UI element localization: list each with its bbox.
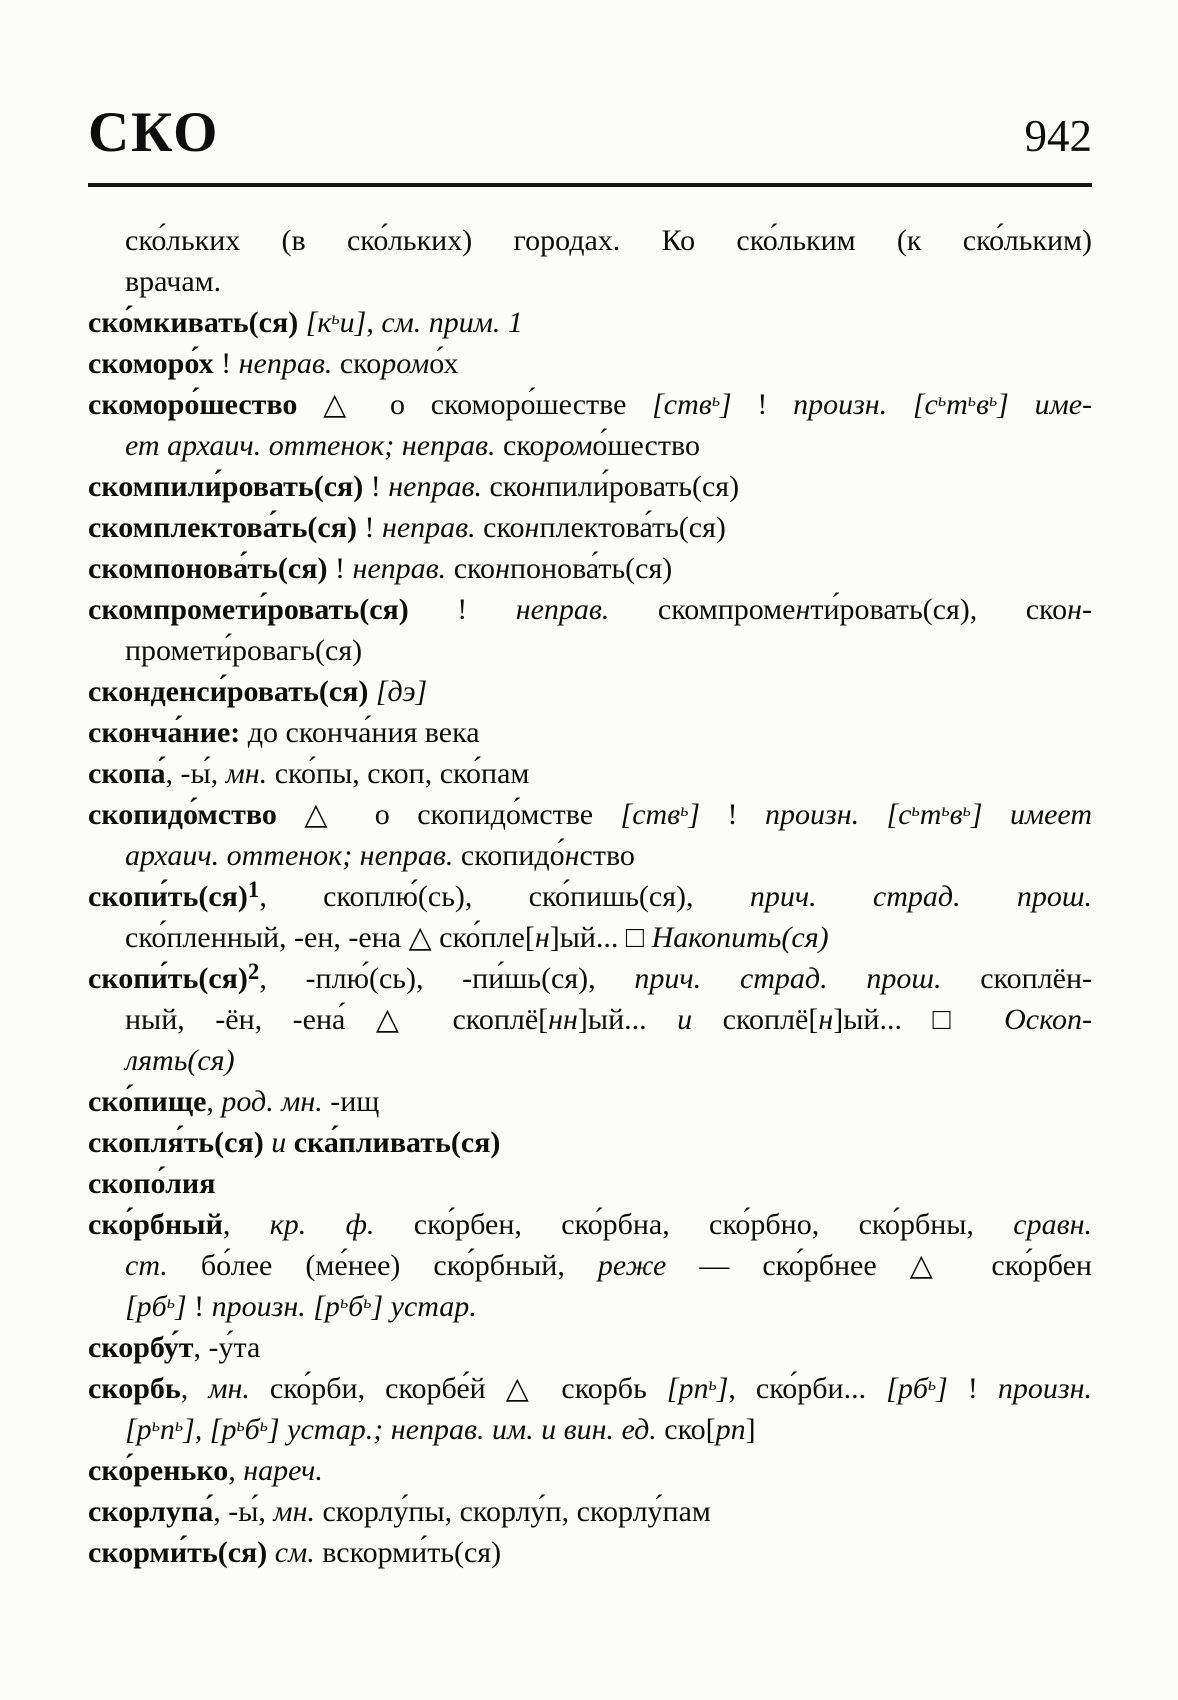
text-segment: [рп <box>666 1372 709 1405</box>
text-segment: ] <box>997 388 1009 421</box>
text-segment: ско́мкивать(ся) <box>88 306 306 339</box>
text-segment: ь <box>937 389 947 410</box>
dictionary-line <box>88 712 1092 753</box>
text-segment: скопля́ть(ся) <box>88 1126 272 1159</box>
text-segment: б <box>348 1290 364 1323</box>
text-segment: ! <box>947 1372 998 1405</box>
text-segment: ь <box>967 389 976 410</box>
dictionary-line <box>88 1286 1092 1327</box>
dictionary-line <box>88 425 1092 466</box>
text-segment: ь <box>911 799 920 820</box>
dictionary-line <box>88 753 1092 794</box>
text-segment: ско́рбный <box>88 1208 223 1241</box>
text-segment <box>383 1290 391 1323</box>
text-segment: нн <box>548 1003 578 1036</box>
text-segment: бо́лее (ме́нее) ско́рбный, <box>167 1249 598 1282</box>
text-segment: ь <box>988 389 998 410</box>
text-segment: сравн. <box>1013 1208 1092 1241</box>
text-segment: н <box>818 1003 834 1036</box>
text-segment: скорлу́пы, скорлу́п, скорлу́пам <box>314 1495 711 1528</box>
dictionary-line <box>88 507 1092 548</box>
text-segment: ско́льких (в ско́льких) городах. Ко ско́льким (к ско́льким) <box>125 224 1092 257</box>
text-segment: ско[ <box>664 1413 716 1446</box>
text-segment: устар. <box>390 1290 477 1323</box>
text-segment: скомпонова́ть(ся) <box>88 552 335 585</box>
text-segment: , -ы́, <box>165 757 226 790</box>
dictionary-text <box>88 220 1092 1573</box>
dictionary-line <box>88 835 1092 876</box>
text-segment: промети́ровагь(ся) <box>125 634 363 667</box>
dictionary-line <box>88 1122 1092 1163</box>
text-segment: ] устар.; неправ. им. и вин. ед. <box>267 1413 665 1446</box>
header-rule <box>88 183 1092 187</box>
text-segment: скоплё[ <box>692 1003 819 1036</box>
text-segment: име- <box>1034 388 1093 421</box>
text-segment: [с <box>886 798 912 831</box>
text-segment: лять(ся) <box>125 1044 235 1077</box>
text-segment: ти́ровать(ся), ско <box>810 593 1068 626</box>
text-segment: скопи́ть(ся) <box>88 962 248 995</box>
text-segment: ] <box>970 798 983 831</box>
text-segment: скорми́ть(ся) <box>88 1536 275 1569</box>
text-segment: н <box>1067 593 1082 626</box>
text-segment: Накопить(ся) <box>651 921 829 954</box>
text-segment: [рб <box>886 1372 928 1405</box>
text-segment: , -у́та <box>193 1331 261 1364</box>
text-segment: нареч. <box>243 1454 323 1487</box>
text-segment: п <box>159 1413 175 1446</box>
text-segment: [рб <box>125 1290 167 1323</box>
text-segment: неправ. <box>381 511 484 544</box>
text-segment: -ищ <box>322 1085 380 1118</box>
text-segment: ь <box>331 307 340 328</box>
dictionary-line <box>88 1081 1092 1122</box>
text-segment: ь <box>680 799 689 820</box>
text-segment: скомпромети́ровать(ся) <box>88 593 458 626</box>
text-segment: скоплён- <box>941 962 1092 995</box>
text-segment: неправ. <box>515 593 658 626</box>
text-segment: ь <box>941 799 950 820</box>
text-segment: ска́пливать(ся) <box>286 1126 501 1159</box>
text-segment: о́шество <box>592 429 700 462</box>
text-segment: сконча́ние: <box>88 716 241 749</box>
text-segment: скоморо́шество <box>88 388 324 421</box>
text-segment: ско́рбен, ско́рбна, ско́рбно, ско́рбны, <box>374 1208 1014 1241</box>
dictionary-line <box>88 1491 1092 1532</box>
text-segment: скорлупа́ <box>88 1495 214 1528</box>
text-segment: ]ый... □ <box>833 1003 1005 1036</box>
text-segment: неправ. <box>238 347 340 380</box>
section-label: СКО <box>88 101 220 164</box>
text-segment: ь <box>962 799 971 820</box>
text-segment: ] <box>720 388 732 421</box>
text-segment: [ств <box>652 388 712 421</box>
text-segment: , -плю́(сь), -пи́шь(ся), <box>259 962 635 995</box>
text-segment: [р <box>313 1290 340 1323</box>
text-segment: ско́пленный, -ен, -ена △ ско́пле[ <box>125 921 535 954</box>
text-segment: ] <box>716 1372 729 1405</box>
text-segment: н <box>524 511 540 544</box>
text-segment: рп <box>715 1413 746 1446</box>
text-segment: , <box>228 1454 244 1487</box>
text-segment: мн. <box>225 757 268 790</box>
text-segment: ско́ренько <box>88 1454 229 1487</box>
text-segment: ] <box>745 1413 756 1446</box>
text-segment: скорбу́т <box>88 1331 194 1364</box>
text-segment: ь <box>236 1414 245 1435</box>
text-segment: ! <box>370 470 389 503</box>
text-segment: и <box>677 1003 693 1036</box>
text-segment: скопи́ть(ся) <box>88 880 248 913</box>
dictionary-line <box>88 671 1092 712</box>
text-segment: ! <box>457 593 516 626</box>
text-segment: 1 <box>247 877 260 903</box>
text-segment: т <box>919 798 942 831</box>
text-segment: [к <box>305 306 332 339</box>
dictionary-line <box>88 261 1092 302</box>
text-segment: скопидо́мство <box>88 798 305 831</box>
text-segment: мн. <box>273 1495 315 1528</box>
text-segment: т <box>946 388 968 421</box>
text-segment: имеет <box>1009 798 1092 831</box>
text-segment: понова́ть(ся) <box>509 552 673 585</box>
text-segment: ь <box>711 389 721 410</box>
text-segment: , ско́рби... <box>728 1372 887 1405</box>
page-number: 942 <box>1024 111 1092 161</box>
text-segment: вскорми́ть(ся) <box>314 1536 502 1569</box>
text-segment: △ о скоморо́шестве <box>323 388 653 421</box>
text-segment: скопидо́ <box>460 839 565 872</box>
text-segment: неправ. <box>352 552 454 585</box>
text-segment: до сконча́ния века <box>240 716 480 749</box>
text-segment: б <box>244 1413 260 1446</box>
dictionary-line <box>88 794 1092 835</box>
text-segment: ско <box>503 429 545 462</box>
dictionary-line <box>88 384 1092 425</box>
text-segment: ь <box>363 1291 372 1312</box>
text-segment: плектова́ть(ся) <box>539 511 726 544</box>
text-segment: Оскоп- <box>1004 1003 1092 1036</box>
text-segment: прич. страд. прош. <box>749 880 1092 913</box>
dictionary-line <box>88 1409 1092 1450</box>
text-segment: ско́рби, скорбе́й △ скорбь <box>249 1372 667 1405</box>
text-segment: произн. <box>211 1290 314 1323</box>
dictionary-line <box>88 1245 1092 1286</box>
text-segment: неправ. <box>388 470 490 503</box>
dictionary-line <box>88 630 1092 671</box>
text-segment: о́х <box>429 347 459 380</box>
text-segment: ь <box>166 1291 175 1312</box>
text-segment: реже <box>597 1249 667 1282</box>
text-segment: ный, -ён, -ена́ △ скоплё[ <box>125 1003 549 1036</box>
text-segment: н <box>534 921 550 954</box>
text-segment: скопа́ <box>88 757 166 790</box>
text-segment: род. мн. <box>221 1085 323 1118</box>
text-segment: [ств <box>620 798 681 831</box>
text-segment: ь <box>259 1414 268 1435</box>
text-segment: ско́пище <box>88 1085 207 1118</box>
dictionary-line <box>88 1450 1092 1491</box>
text-segment: , -ы́, <box>213 1495 274 1528</box>
text-segment: ]ый... <box>577 1003 678 1036</box>
text-segment: ! <box>334 552 353 585</box>
dictionary-line <box>88 1532 1092 1573</box>
page-header <box>88 101 1092 164</box>
text-segment: скорбь <box>88 1372 181 1405</box>
text-segment: скоморо́х <box>88 347 222 380</box>
text-segment: ! <box>364 511 382 544</box>
dictionary-line <box>88 548 1092 589</box>
text-segment: ] <box>174 1290 187 1323</box>
text-segment: ь <box>927 1373 937 1394</box>
dictionary-line <box>88 1368 1092 1409</box>
text-segment: сконденси́ровать(ся) <box>88 675 376 708</box>
text-segment: ь <box>151 1414 160 1435</box>
text-segment: ! <box>700 798 765 831</box>
text-segment: ь <box>174 1414 184 1435</box>
text-segment: ско <box>483 511 525 544</box>
dictionary-line <box>88 466 1092 507</box>
dictionary-line <box>88 917 1092 958</box>
text-segment: ско <box>453 552 496 585</box>
text-segment: , <box>222 1208 270 1241</box>
text-segment: ! <box>221 347 239 380</box>
text-segment: — ско́рбнее △ ско́рбен <box>666 1249 1092 1282</box>
text-segment: скомплектова́ть(ся) <box>88 511 365 544</box>
text-segment: в <box>949 798 963 831</box>
text-segment: [р <box>125 1413 152 1446</box>
text-segment: ]ый... □ <box>549 921 652 954</box>
text-segment: - <box>1082 593 1092 626</box>
text-segment: произн. <box>793 388 913 421</box>
text-segment: скомпроме <box>657 593 796 626</box>
text-segment <box>983 798 1010 831</box>
text-segment: ь <box>708 1373 717 1394</box>
text-segment: прич. страд. прош. <box>634 962 942 995</box>
dictionary-line <box>88 589 1092 630</box>
text-segment: ] <box>936 1372 948 1405</box>
text-segment: произн. <box>997 1372 1092 1405</box>
text-segment: см. <box>274 1536 315 1569</box>
text-segment: кр. ф. <box>269 1208 375 1241</box>
text-segment: скопо́лия <box>88 1167 216 1200</box>
text-segment: ст. <box>125 1249 168 1282</box>
text-segment: н <box>795 593 811 626</box>
text-segment: , <box>366 306 382 339</box>
text-segment <box>1009 388 1035 421</box>
text-segment: ско <box>489 470 531 503</box>
text-segment: ], [р <box>183 1413 237 1446</box>
text-segment: , <box>206 1085 222 1118</box>
dictionary-line <box>88 958 1092 999</box>
text-segment: н <box>564 839 580 872</box>
text-segment: ром <box>381 347 430 380</box>
text-segment: ство <box>579 839 635 872</box>
text-segment: произн. <box>764 798 887 831</box>
dictionary-line <box>88 1163 1092 1204</box>
text-segment: 2 <box>247 959 260 985</box>
text-segment: ! <box>186 1290 212 1323</box>
dictionary-line <box>88 1040 1092 1081</box>
text-segment: ] <box>371 1290 384 1323</box>
text-segment: ско́пы, скоп, ско́пам <box>267 757 530 790</box>
text-segment: см. прим. 1 <box>381 306 523 339</box>
text-segment: ет архаич. оттенок; неправ. <box>125 429 503 462</box>
dictionary-line <box>88 876 1092 917</box>
text-segment: в <box>975 388 989 421</box>
text-segment: архаич. оттенок; неправ. <box>125 839 461 872</box>
text-segment: н <box>530 470 546 503</box>
dictionary-line <box>88 220 1092 261</box>
dictionary-line <box>88 1327 1092 1368</box>
dictionary-line <box>88 343 1092 384</box>
text-segment: ь <box>339 1291 349 1312</box>
dictionary-line <box>88 302 1092 343</box>
text-segment: [дэ] <box>375 675 428 708</box>
text-segment: ! <box>731 388 794 421</box>
text-segment: и] <box>339 306 367 339</box>
text-segment: врачам. <box>125 265 222 298</box>
text-segment: ] <box>688 798 701 831</box>
text-segment: и <box>271 1126 287 1159</box>
text-segment: [с <box>912 388 938 421</box>
dictionary-line <box>88 999 1092 1040</box>
text-segment: ско <box>339 347 382 380</box>
text-segment: ром <box>544 429 593 462</box>
dictionary-line <box>88 1204 1092 1245</box>
text-segment: , скоплю́(сь), ско́пишь(ся), <box>259 880 750 913</box>
text-segment: △ о скопидо́мстве <box>304 798 621 831</box>
text-segment: н <box>495 552 510 585</box>
text-segment: мн. <box>208 1372 250 1405</box>
text-segment: скомпили́ровать(ся) <box>88 470 371 503</box>
text-segment: пили́ровать(ся) <box>545 470 740 503</box>
text-segment: , <box>180 1372 209 1405</box>
